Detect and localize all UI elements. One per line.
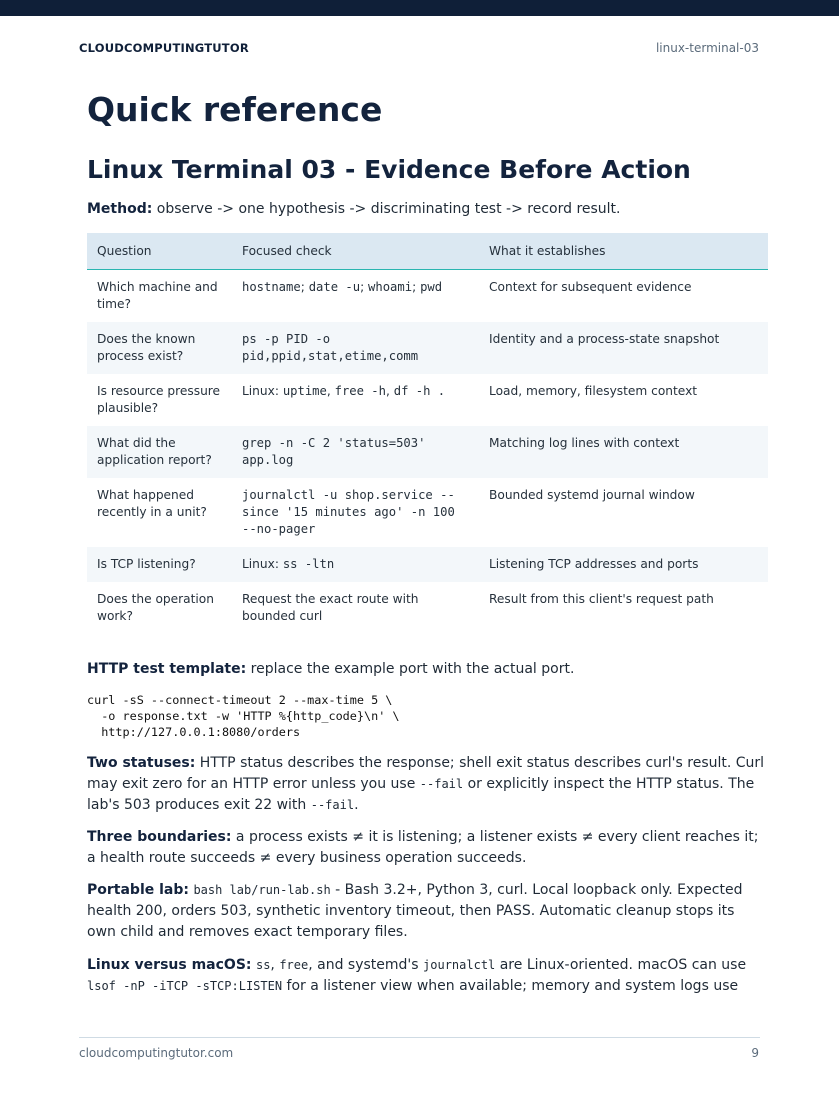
check-command: free -h: [334, 384, 386, 398]
question-cell: What happened recently in a unit?: [97, 488, 207, 519]
run-lab-code: bash lab/run-lab.sh: [193, 883, 331, 897]
establishes-cell: Listening TCP addresses and ports: [479, 547, 768, 582]
ss-code: ss: [255, 958, 271, 972]
method-line: [87, 201, 621, 217]
two-statuses-text-2: or explicitly inspect the HTTP status. The lab's 503 produces exit 22 with: [87, 776, 755, 813]
question-cell: Does the operation work?: [97, 592, 214, 623]
table-row: [87, 374, 768, 426]
check-text: ;: [412, 280, 421, 294]
check-text: Linux:: [242, 557, 283, 571]
question-cell: Does the known process exist?: [87, 322, 232, 374]
check-cell: [232, 270, 479, 323]
check-text: ,: [326, 384, 335, 398]
brand-name: CLOUDCOMPUTINGTUTOR: [79, 41, 249, 55]
portable-lab-text: - Bash 3.2+, Python 3, curl. Local loopback only. Expected health 200, orders 503, synthetic inventory timeout, then PASS. Automatic cleanup stops its own child and removes exact temporary files.: [87, 882, 743, 940]
fail-flag-code: --fail: [419, 777, 464, 791]
page-number: 9: [751, 1046, 759, 1060]
check-command: grep -n -C 2 'status=503' app.log: [242, 436, 426, 467]
three-boundaries-label: Three boundaries:: [87, 829, 232, 845]
table-row: [87, 322, 768, 374]
two-statuses-paragraph: [87, 753, 767, 816]
header-check: Focused check: [232, 233, 479, 270]
establishes-cell: Bounded systemd journal window: [489, 488, 695, 502]
table-header-row: [87, 233, 768, 270]
table-row: [87, 270, 768, 323]
three-boundaries-text: a process exists ≠ it is listening; a listener exists ≠ every client reaches it; a health route succeeds ≠ every business operation succeeds.: [87, 829, 759, 866]
portable-lab-label: Portable lab:: [87, 882, 189, 898]
header-establishes: What it establishes: [479, 233, 768, 270]
check-command: uptime: [282, 384, 327, 398]
question-cell: Is resource pressure plausible?: [97, 384, 221, 415]
check-cell: [232, 374, 479, 426]
establishes-cell: Identity and a process-state snapshot: [479, 322, 768, 374]
three-boundaries-paragraph: [87, 827, 767, 869]
table-row: [87, 426, 768, 478]
check-command: ss -ltn: [282, 557, 335, 571]
method-text: observe -> one hypothesis -> discriminating test -> record result.: [152, 201, 621, 217]
question-cell: Which machine and time?: [97, 280, 218, 311]
free-code: free: [279, 958, 309, 972]
footer-divider: [79, 1037, 760, 1038]
establishes-cell: Result from this client's request path: [489, 592, 714, 606]
linux-macos-label: Linux versus macOS:: [87, 957, 252, 973]
linux-macos-paragraph: [87, 955, 767, 997]
question-cell: What did the application report?: [87, 426, 232, 478]
curl-code-block: curl -sS --connect-timeout 2 --max-time 5 \ -o response.txt -w 'HTTP %{http_code}\n' \ http://127.0.0.1:8080/orders: [87, 693, 400, 739]
establishes-cell: Matching log lines with context: [479, 426, 768, 478]
section-title: Linux Terminal 03 - Evidence Before Action: [87, 155, 691, 184]
journalctl-code: journalctl: [423, 958, 496, 972]
check-cell: [232, 322, 479, 374]
http-template-line: [87, 659, 767, 680]
check-text: ,: [385, 384, 394, 398]
check-text: ;: [300, 280, 309, 294]
http-template-text: replace the example port with the actual port.: [246, 661, 575, 677]
document-id: linux-terminal-03: [655, 41, 759, 55]
check-text: Request the exact route with bounded curl: [242, 592, 419, 623]
linux-macos-text-2: , and systemd's: [308, 957, 424, 973]
check-command: pwd: [420, 280, 443, 294]
establishes-cell: Load, memory, filesystem context: [489, 384, 698, 398]
linux-macos-text-1: ,: [270, 957, 280, 973]
fail-flag-code-2: --fail: [310, 798, 355, 812]
check-cell: [232, 426, 479, 478]
check-cell: [232, 547, 479, 582]
check-text: ;: [360, 280, 369, 294]
check-cell: [232, 582, 479, 634]
two-statuses-label: Two statuses:: [87, 755, 196, 771]
two-statuses-text-3: .: [354, 797, 359, 813]
check-command: hostname: [242, 280, 301, 294]
table-row: [87, 478, 768, 547]
method-label: Method:: [87, 201, 153, 217]
check-command: journalctl -u shop.service --since '15 minutes ago' -n 100 --no-pager: [242, 488, 455, 536]
check-command: date -u: [308, 280, 361, 294]
footer-site: cloudcomputingtutor.com: [79, 1046, 234, 1060]
table-row: [87, 582, 768, 634]
lsof-code: lsof -nP -iTCP -sTCP:LISTEN: [87, 979, 283, 993]
reference-table: [87, 233, 768, 634]
portable-lab-paragraph: [87, 880, 767, 943]
linux-macos-text-4: for a listener view when available; memory and system logs use: [282, 978, 739, 994]
header-question: Question: [87, 233, 232, 270]
check-command: ps -p PID -o pid,ppid,stat,etime,comm: [242, 332, 419, 363]
establishes-cell: Context for subsequent evidence: [489, 280, 692, 294]
check-command: df -h .: [393, 384, 446, 398]
check-cell: [232, 478, 479, 547]
http-template-label: HTTP test template:: [87, 661, 247, 677]
question-cell: Is TCP listening?: [87, 547, 232, 582]
check-command: whoami: [368, 280, 413, 294]
two-statuses-text-1: HTTP status describes the response; shell exit status describes curl's result. Curl may exit zero for an HTTP error unless you use: [87, 755, 765, 792]
linux-macos-text-3: are Linux-oriented. macOS can use: [495, 957, 747, 973]
table-row: [87, 547, 768, 582]
check-text: Linux:: [242, 384, 283, 398]
top-bar: [0, 0, 839, 16]
page-title: Quick reference: [87, 90, 383, 129]
